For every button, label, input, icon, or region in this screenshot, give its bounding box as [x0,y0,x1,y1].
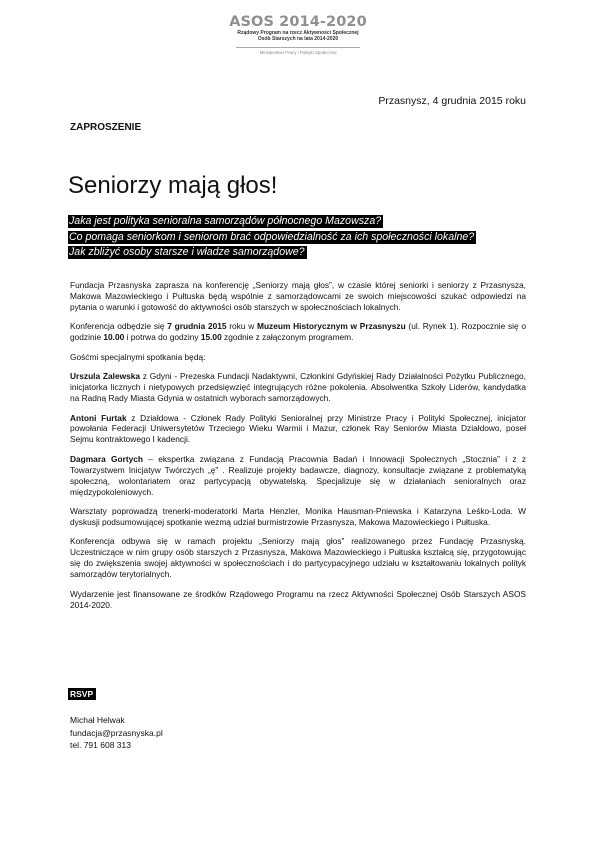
event-details-paragraph: Konferencja odbędzie się 7 grudnia 2015 roku w Muzeum Historycznym w Przasnyszu (ul. Rynek 1). Rozpocznie się o godzinie 10.00 i potrwa do godziny 15.00 zgodnie z załączonym programem. [70,321,526,343]
logo-title: ASOS 2014-2020 [229,14,367,30]
page-title: Seniorzy mają głos! [68,172,278,199]
workshops-paragraph: Warsztaty poprowadzą trenerki-moderatorki Marta Henzler, Monika Hausman-Pniewska i Katarzyna Leśko-Loda. W dyskusji podsumowującej spotkanie wezmą udział burmistrzowie Przasnysza, Makowa Mazowieckiego i Pułtuska. [70,506,526,527]
guest-paragraph-2: Antoni Furtak z Działdowa - Członek Rady Polityki Senioralnej przy Ministrze Pracy i Polityki Społecznej, inicjator powołania Federacji Uniwersytetów Trzeciego Wieku Warmii i Mazur, członek Ray Seniorów Miasta Działdowo, poseł Sejmu kontraktowego I kadencji. [70,412,526,445]
letter-body [70,280,526,619]
contact-phone[interactable]: tel. 791 608 313 [70,740,131,750]
question-block [68,214,476,261]
question-1: Jaka jest polityka senioralna samorządów północnego Mazowsza? [69,215,382,227]
event-date: 7 grudnia 2015 [167,321,227,332]
event-venue: Muzeum Historycznym w Przasnyszu [257,321,406,332]
rsvp-label: RSVP [68,688,96,700]
logo-ministry: Ministerstwo Pracy i Polityki Społecznej [259,50,337,55]
guests-intro: Gośćmi specjalnymi spotkania będą: [70,351,206,362]
contact-email[interactable]: fundacja@przasnyska.pl [70,727,163,738]
contact-block [70,714,163,752]
event-end-time: 15.00 [200,332,222,343]
project-paragraph: Konferencja odbywa się w ramach projektu „Seniorzy mają głos” realizowanego przez Fundację Przasnyską. Uczestniczące w nim grupy osób starszych z Przasnysza, Makowa Mazowieckiego i Pułtuska kształcą się, przygotowując się do zwiększenia swojej aktywności w społecznościach i do partycypacyjnego udziału w kształtowaniu lokalnych polityk samorządów terytorialnych. [70,536,526,580]
logo-divider [236,47,360,48]
logo-subtitle-line-1: Rządowy Program na rzecz Aktywności Społecznej [237,30,359,36]
guest-name: Urszula Zalewska [70,371,141,382]
intro-paragraph: Fundacja Przasnyska zaprasza na konferencję „Seniorzy mają głos”, w czasie której seniorki i seniorzy z Przasnysza, Makowa Mazowieckiego i Pułtuska będą wspólnie z samorządowcami ze swoich miejscowości szukać odpowiedzi na pytania o warunki i gotowość do aktywności osób starszych w społecznościach lokalnych. [70,280,526,312]
guest-name: Dagmara Gortych [70,453,143,464]
contact-name: Michał Helwak [70,715,125,725]
document-label: ZAPROSZENIE [70,122,142,133]
guest-paragraph-1: Urszula Zalewska z Gdyni - Prezeska Fundacji Nadaktywni, Członkini Gdyńskiej Rady Działalności Pożytku Publicznego, inicjatorka licznych i nietypowych przedsięwzięć integrujących różne pokolenia. Absolwentka Szkoły Liderów, kandydatka na Radną Rady Miasta Gdynia w ostatnich wyborach samorządowych. [70,371,526,404]
question-2: Co pomaga seniorkom i seniorom brać odpowiedzialność za ich społeczności lokalne? [69,230,475,243]
event-start-time: 10.00 [103,332,125,343]
asos-logo [228,14,368,55]
letter-date: Przasnysz, 4 grudnia 2015 roku [378,95,526,107]
logo-subtitle [228,30,368,42]
logo-subtitle-line-2: Osób Starszych na lata 2014-2020 [257,36,339,42]
funding-paragraph: Wydarzenie jest finansowane ze środków Rządowego Programu na rzecz Aktywności Społecznej Osób Starszych ASOS 2014-2020. [70,588,526,610]
question-3: Jak zbliżyć osoby starsze i władze samorządowe? [69,246,305,258]
guest-paragraph-3: Dagmara Gortych – ekspertka związana z Fundacją Pracownia Badań i Innowacji Społecznych „Stocznia” i z z Towarzystwem Inicjatyw Twórczych „ę” . Realizuje projekty badawcze, diagnozy, konsultacje związane z problematyką społeczną, wolontariatem oraz partycypacją obywatelską. Specjalizuje się w działaniach senioralnych oraz międzypokoleniowych. [70,453,526,497]
guest-name: Antoni Furtak [70,412,127,423]
